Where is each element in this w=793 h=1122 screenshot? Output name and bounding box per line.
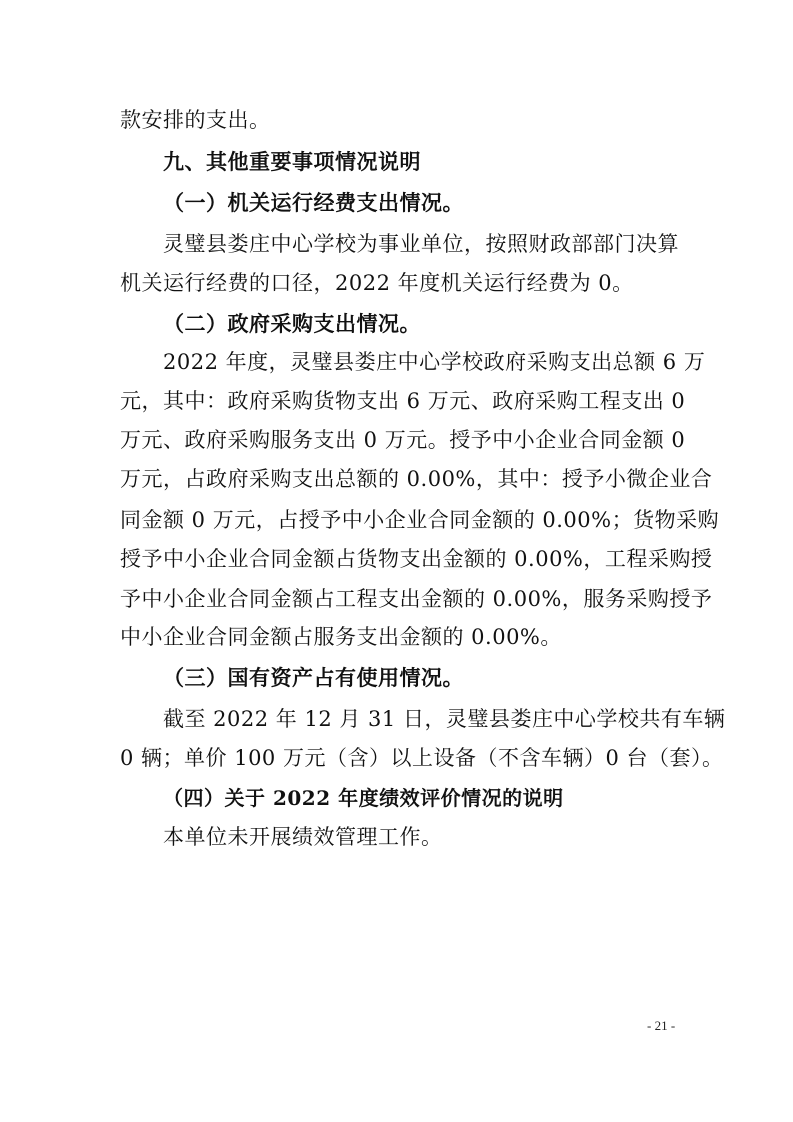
paragraph-line: 本单位未开展绩效管理工作。 (163, 825, 443, 849)
paragraph-line: 款安排的支出。 (120, 108, 271, 132)
paragraph-line: 万元、政府采购服务支出 0 万元。授予中小企业合同金额 0 (120, 428, 686, 452)
section-heading: 九、其他重要事项情况说明 (163, 149, 421, 174)
paragraph-line: 中小企业合同金额占服务支出金额的 0.00%。 (120, 625, 562, 649)
paragraph-line: 元，其中：政府采购货物支出 6 万元、政府采购工程支出 0 (120, 389, 686, 413)
paragraph-line: 机关运行经费的口径，2022 年度机关运行经费为 0。 (120, 271, 634, 295)
paragraph-line: 截至 2022 年 12 月 31 日，灵璧县娄庄中心学校共有车辆 (163, 707, 726, 731)
paragraph-line: 0 辆；单价 100 万元（含）以上设备（不含车辆）0 台（套）。 (120, 746, 724, 770)
page-number: - 21 - (647, 1018, 676, 1033)
paragraph-line: 2022 年度，灵璧县娄庄中心学校政府采购支出总额 6 万 (163, 350, 706, 374)
subsection-heading: （三）国有资产占有使用情况。 (163, 665, 464, 690)
subsection-heading: （一）机关运行经费支出情况。 (163, 190, 464, 215)
paragraph-line: 灵璧县娄庄中心学校为事业单位，按照财政部部门决算 (163, 232, 679, 256)
paragraph-line: 同金额 0 万元，占授予中小企业合同金额的 0.00%；货物采购 (120, 508, 720, 532)
paragraph-line: 予中小企业合同金额占工程支出金额的 0.00%，服务采购授予 (120, 587, 713, 611)
subsection-heading: （二）政府采购支出情况。 (163, 311, 421, 336)
subsection-heading: （四）关于 2022 年度绩效评价情况的说明 (163, 786, 564, 810)
paragraph-line: 万元，占政府采购支出总额的 0.00%，其中：授予小微企业合 (120, 467, 713, 491)
paragraph-line: 授予中小企业合同金额占货物支出金额的 0.00%，工程采购授 (120, 547, 713, 571)
